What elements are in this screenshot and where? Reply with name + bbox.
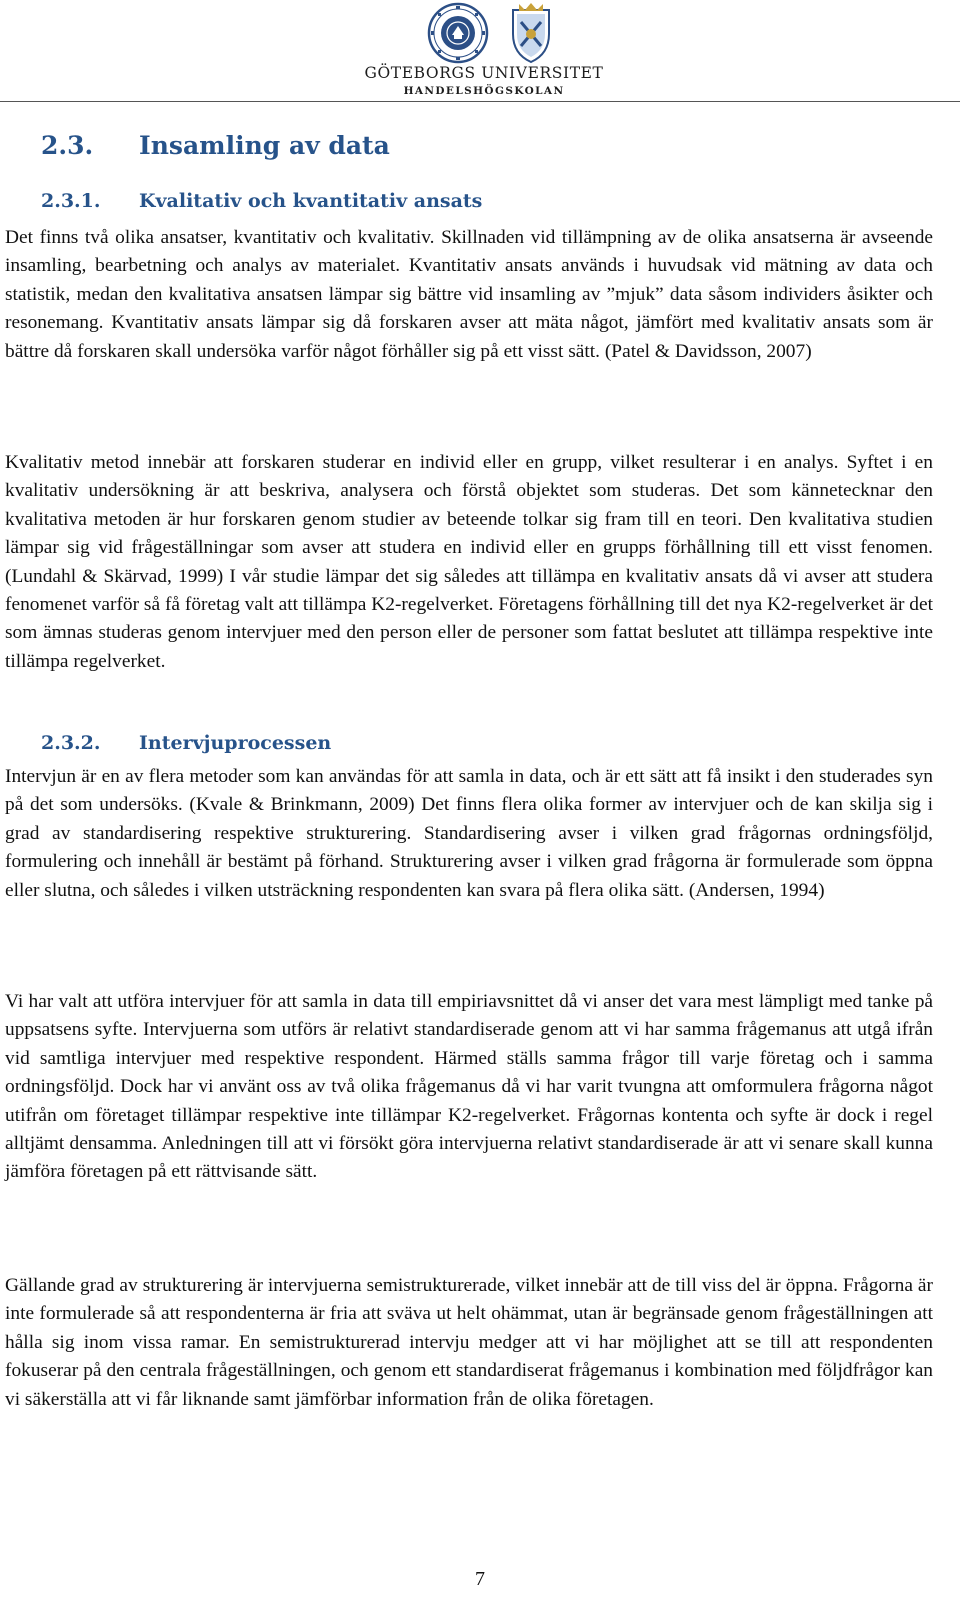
paragraph: Kvalitativ metod innebär att forskaren studerar en individ eller en grupp, vilket resulterar i en analys. Syftet i en kvalitativ undersökning är att beskriva, analysera och förstå objektet som studeras. Det som kännetecknar den kvalitativa metoden är hur forskaren genom studier av beteende tolkar sig fram till en teori. Den kvalitativa studien lämpar sig vid frågeställningar som avser att studera en individ eller en grupps förhållning till ett visst fenomen. (Lundahl & Skärvad, 1999) I vår studie lämpar det sig således att tillämpa en kvalitativ ansats då vi avser att studera fenomenet varför så få företag valt att tillämpa K2-regelverket. Företagens förhållning till det nya K2-regelverket är det som ämnas studeras genom intervjuer med den person eller de personer som fattat beslutet att tillämpa respektive inte tillämpa regelverket.	[5, 452, 933, 672]
section-title: Insamling av data	[139, 131, 390, 160]
subsection-number: 2.3.2.	[41, 732, 101, 754]
section-number: 2.3.	[41, 131, 94, 160]
school-crest-icon	[513, 3, 549, 62]
header-divider	[0, 101, 960, 102]
paragraph: Intervjun är en av flera metoder som kan användas för att samla in data, och är ett sätt att få insikt i den studerades syn på det som undersöks. (Kvale & Brinkmann, 2009) Det finns flera olika former av intervjuer och de kan skilja sig i grad av standardisering respektive strukturering. Standardisering avser i vilken grad frågornas ordningsföljd, formulering och innehåll är bestämt på förhand. Strukturering avser i vilken grad frågorna är formulerade som öppna eller slutna, och således i vilken utsträckning respondenten kan svara på flera olika sätt. (Andersen, 1994)	[5, 766, 933, 901]
logo-graphics	[425, 2, 565, 64]
section-heading	[41, 131, 390, 160]
subsection-number: 2.3.1.	[41, 190, 101, 212]
paragraph: Vi har valt att utföra intervjuer för att samla in data till empiriavsnittet då vi anser det vara mest lämpligt med tanke på uppsatsens syfte. Intervjuerna som utförs är relativt standardiserade genom att vi har samma frågemanus att utgå ifrån vid samtliga intervjuer med respektive respondent. Härmed ställs samma frågor till varje företag och i samma ordningsföljd. Dock har vi använt oss av två olika frågemanus då vi har varit tvungna att omformulera frågorna något utifrån om företaget tillämpar respektive inte tillämpar K2-regelverket. Frågornas kontenta och syfte är dock i regel alltjämt densamma. Anledningen till att vi försökt göra intervjuerna relativt standardiserade är att vi senare skall kunna jämföra företagen på ett rättvisande sätt.	[5, 991, 933, 1183]
page-header	[0, 0, 960, 104]
subsection-heading	[41, 190, 482, 212]
header-logos	[425, 2, 565, 64]
school-name: HANDELSHÖGSKOLAN	[403, 85, 565, 97]
university-seal-icon	[429, 4, 487, 62]
paragraph: Gällande grad av strukturering är intervjuerna semistrukturerade, vilket innebär att de till viss del är öppna. Frågorna är inte formulerade så att respondenterna är fria att sväva ut helt ohämmat, utan är begränsade genom frågeställningen att hålla sig inom vissa ramar. En semistrukturerad intervju medger att vi har möjlighet att se till att respondenten fokuserar på den centrala frågeställningen, och genom ett standardiserat frågemanus i kombination med följdfrågor kan vi säkerställa att vi får liknande samt jämförbar information från de olika företagen.	[5, 1275, 933, 1410]
university-name: GÖTEBORGS UNIVERSITET	[364, 64, 604, 82]
subsection-heading	[41, 732, 331, 754]
subsection-title: Intervjuprocessen	[139, 732, 332, 754]
subsection-title: Kvalitativ och kvantitativ ansats	[139, 190, 483, 212]
paragraph: Det finns två olika ansatser, kvantitativ och kvalitativ. Skillnaden vid tillämpning av de olika ansatserna är avseende insamling, bearbetning och analys av materialet. Kvantitativ ansats används i huvudsak vid mätning av data och statistik, medan den kvalitativa ansatsen lämpar sig bättre vid insamling av ”mjuk” data såsom individers åsikter och resonemang. Kvantitativ ansats lämpar sig då forskaren avser att mäta något, jämfört med kvalitativ ansats som är bättre då forskaren skall undersöka varför något förhåller sig på ett visst sätt. (Patel & Davidsson, 2007)	[5, 227, 933, 362]
page-number: 7	[475, 1568, 485, 1590]
